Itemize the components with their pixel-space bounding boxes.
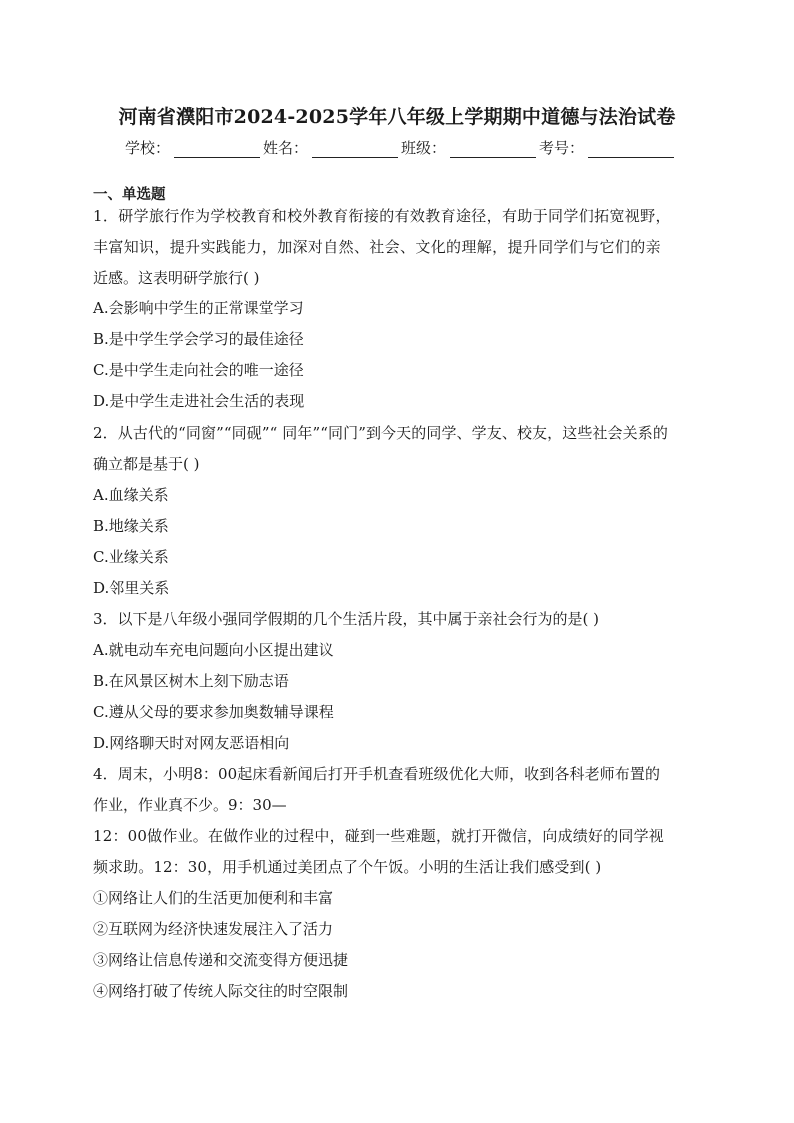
exam-number-blank bbox=[588, 141, 674, 158]
question-2-option-d: D.邻里关系 bbox=[93, 579, 170, 597]
question-1-option-a: A.会影响中学生的正常课堂学习 bbox=[93, 299, 304, 317]
class-field bbox=[401, 137, 539, 158]
question-2-option-b: B.地缘关系 bbox=[93, 517, 169, 535]
page-title: 河南省濮阳市2024-2025学年八年级上学期期中道德与法治试卷 bbox=[118, 106, 676, 128]
question-3-stem: 3．以下是八年级小强同学假期的几个生活片段，其中属于亲社会行为的是( ) bbox=[93, 610, 600, 628]
name-blank bbox=[312, 141, 398, 158]
question-2-stem-line-2: 确立都是基于( ) bbox=[93, 455, 200, 473]
question-1-stem-line-1: 1．研学旅行作为学校教育和校外教育衔接的有效教育途径，有助于同学们拓宽视野， bbox=[93, 207, 671, 225]
question-2-stem-line-1: 2．从古代的“同窗”“同砚”“ 同年”“同门”到今天的同学、学友、校友，这些社会关系的 bbox=[93, 424, 668, 442]
student-info-row bbox=[125, 137, 677, 158]
exam-number-label: 考号： bbox=[539, 139, 585, 157]
class-label: 班级： bbox=[401, 139, 447, 157]
school-blank bbox=[174, 141, 260, 158]
question-4-statement-2: ②互联网为经济快速发展注入了活力 bbox=[93, 920, 334, 938]
question-4-stem-line-2: 作业，作业真不少。9：30— bbox=[93, 796, 287, 814]
question-3-option-a: A.就电动车充电问题向小区提出建议 bbox=[93, 641, 334, 659]
school-label: 学校： bbox=[125, 139, 171, 157]
question-1-option-b: B.是中学生学会学习的最佳途径 bbox=[93, 330, 304, 348]
class-blank bbox=[450, 141, 536, 158]
question-4-stem-line-3: 12：00做作业。在做作业的过程中，碰到一些难题，就打开微信，向成绩好的同学视 bbox=[93, 827, 664, 845]
question-1-stem-line-3: 近感。这表明研学旅行( ) bbox=[93, 269, 260, 287]
school-field bbox=[125, 137, 263, 158]
name-field bbox=[263, 137, 401, 158]
question-2-option-a: A.血缘关系 bbox=[93, 486, 169, 504]
question-4-statement-4: ④网络打破了传统人际交往的时空限制 bbox=[93, 982, 349, 1000]
question-4-stem-line-1: 4．周末，小明8：00起床看新闻后打开手机查看班级优化大师，收到各科老师布置的 bbox=[93, 765, 661, 783]
exam-number-field bbox=[539, 137, 677, 158]
question-1-stem-line-2: 丰富知识，提升实践能力，加深对自然、社会、文化的理解，提升同学们与它们的亲 bbox=[93, 238, 661, 256]
question-1-option-c: C.是中学生走向社会的唯一途径 bbox=[93, 361, 304, 379]
question-2-option-c: C.业缘关系 bbox=[93, 548, 169, 566]
question-3-option-c: C.遵从父母的要求参加奥数辅导课程 bbox=[93, 703, 334, 721]
question-4-statement-1: ①网络让人们的生活更加便利和丰富 bbox=[93, 889, 334, 907]
section-title: 一、单选题 bbox=[93, 186, 166, 203]
question-3-option-d: D.网络聊天时对网友恶语相向 bbox=[93, 734, 290, 752]
name-label: 姓名： bbox=[263, 139, 309, 157]
question-4-statement-3: ③网络让信息传递和交流变得方便迅捷 bbox=[93, 951, 349, 969]
question-1-option-d: D.是中学生走进社会生活的表现 bbox=[93, 392, 305, 410]
question-3-option-b: B.在风景区树木上刻下励志语 bbox=[93, 672, 289, 690]
question-4-stem-line-4: 频求助。12：30，用手机通过美团点了个午饭。小明的生活让我们感受到( ) bbox=[93, 858, 602, 876]
